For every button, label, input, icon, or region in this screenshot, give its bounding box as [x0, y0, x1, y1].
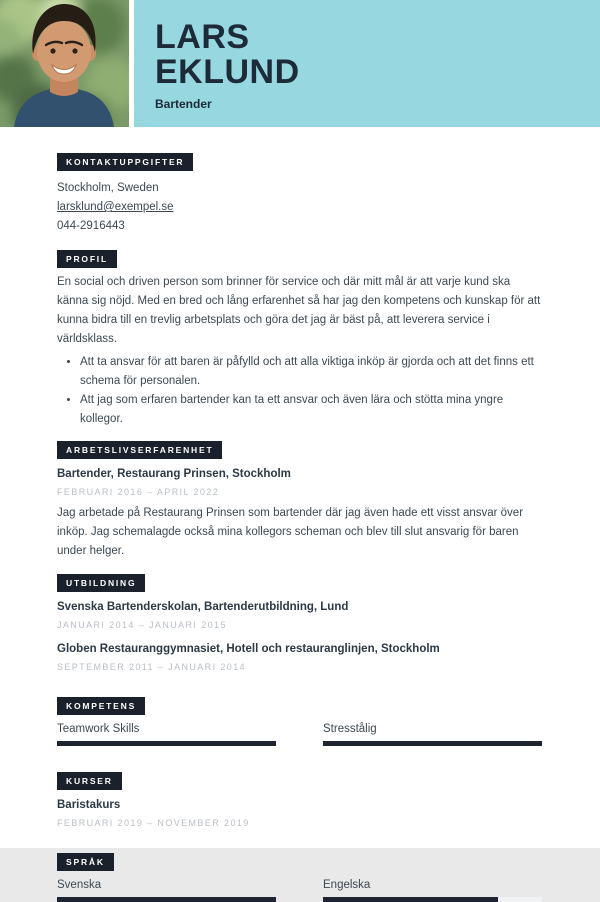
- section-skills: [57, 696, 543, 746]
- profile-summary: En social och driven person som brinner för service och där mitt mål är att varje kund ska känna sig nöjd. Med en bred och lång erfarenhet så har jag den kompetens och kunskap för att kunna bidra till en trevlig arbetsplats och göra det jag är bäst på, att leverera service i världsklass.: [57, 276, 541, 345]
- education-item: [57, 599, 543, 632]
- section-courses: [57, 771, 543, 830]
- skill-bar: [323, 741, 542, 746]
- profile-photo: [0, 0, 129, 127]
- courses-section-label: KURSER: [57, 772, 122, 790]
- skill-item: [57, 720, 276, 746]
- education-title: Globen Restauranggymnasiet, Hotell och restauranglinjen, Stockholm: [57, 643, 440, 655]
- skill-bar-fill: [57, 741, 276, 746]
- skill-name: Teamwork Skills: [57, 723, 140, 735]
- section-profile: [57, 249, 543, 429]
- experience-description: Jag arbetade på Restaurang Prinsen som bartender där jag även hade ett visst ansvar över inköp. Jag schemalagde också mina kollegors scheman och blev till slut ansvarig för baren under helger.: [57, 507, 524, 557]
- skill-bar-fill: [323, 741, 542, 746]
- education-title: Svenska Bartenderskolan, Bartenderutbildning, Lund: [57, 601, 349, 613]
- profile-bullet: • Att ta ansvar för att baren är påfylld och att alla viktiga inköp är gjorda och att det finns ett schema för personalen.: [80, 353, 543, 391]
- contact-section-label: KONTAKTUPPGIFTER: [57, 153, 193, 171]
- profile-section-label: PROFIL: [57, 250, 117, 268]
- contact-email-link[interactable]: larsklund@exempel.se: [57, 201, 174, 213]
- contact-location: Stockholm, Sweden: [57, 182, 159, 194]
- language-bar: [323, 897, 542, 902]
- skills-section-label: KOMPETENS: [57, 697, 145, 715]
- languages-section-label: SPRÅK: [57, 853, 114, 871]
- language-name: Engelska: [323, 879, 371, 891]
- last-name: EKLUND: [155, 53, 300, 91]
- course-item: [57, 797, 543, 830]
- resume-body: [0, 152, 600, 902]
- section-languages: [57, 852, 543, 902]
- job-title: Bartender: [155, 97, 212, 111]
- education-section-label: UTBILDNING: [57, 574, 145, 592]
- name-heading: [155, 20, 600, 90]
- section-education: [57, 573, 543, 674]
- language-item: [57, 876, 276, 902]
- education-item: [57, 641, 543, 674]
- skill-bar: [57, 741, 276, 746]
- skill-item: [323, 720, 542, 746]
- education-period: JANUARI 2014 – JANUARI 2015: [57, 620, 227, 630]
- experience-title: Bartender, Restaurang Prinsen, Stockholm: [57, 468, 291, 480]
- section-contact: [57, 152, 543, 236]
- language-item: [323, 876, 542, 902]
- course-title: Baristakurs: [57, 799, 121, 811]
- first-name: LARS: [155, 18, 250, 56]
- experience-period: FEBRUARI 2016 – APRIL 2022: [57, 487, 220, 497]
- header: [0, 0, 600, 128]
- skill-name: Stresstålig: [323, 723, 377, 735]
- profile-bullet-list: [57, 353, 543, 429]
- profile-bullet: • Att jag som erfaren bartender kan ta ett ansvar och även lära och stötta mina yngre kollegor.: [80, 391, 543, 429]
- language-bar-fill: [323, 897, 498, 902]
- language-bar-fill: [57, 897, 276, 902]
- hero-banner: [134, 0, 600, 127]
- language-name: Svenska: [57, 879, 102, 891]
- contact-phone: 044-2916443: [57, 220, 125, 232]
- experience-item: [57, 466, 543, 561]
- course-period: FEBRUARI 2019 – NOVEMBER 2019: [57, 818, 250, 828]
- section-experience: [57, 440, 543, 561]
- education-period: SEPTEMBER 2011 – JANUARI 2014: [57, 662, 246, 672]
- experience-section-label: ARBETSLIVSERFARENHET: [57, 441, 222, 459]
- language-bar: [57, 897, 276, 902]
